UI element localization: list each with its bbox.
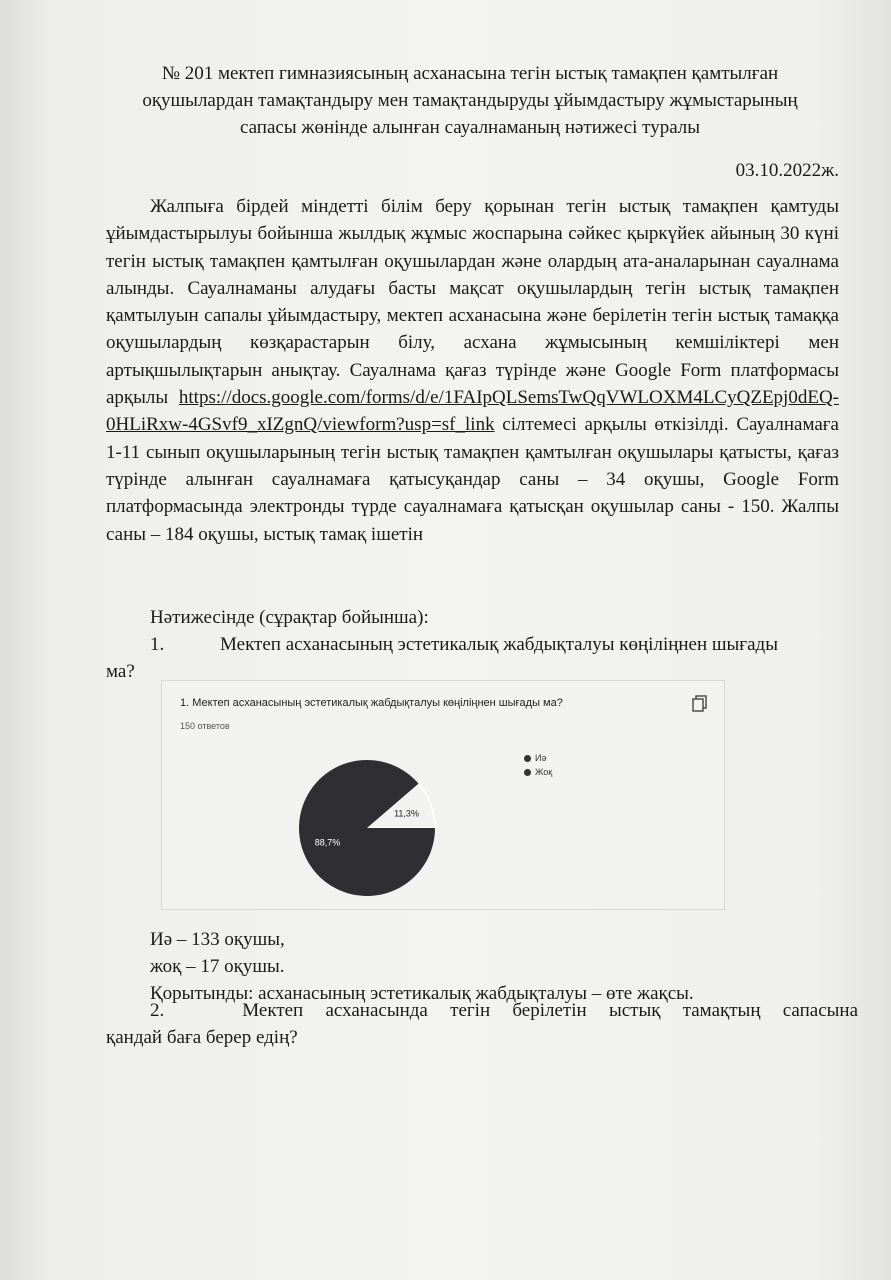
google-form-result-card	[161, 680, 725, 910]
pie-value-label: 88,7%	[314, 837, 341, 848]
answer-no: жоқ – 17 оқушы.	[150, 956, 285, 977]
chart-legend	[524, 751, 552, 779]
title-line: оқушылардан тамақтандыру мен тамақтандыруды ұйымдастыру жұмыстарының	[142, 90, 798, 111]
results-heading: Нәтижесінде (сұрақтар бойынша):	[150, 607, 429, 628]
question-number: 2.	[150, 1000, 165, 1021]
pie-slice-Иә	[299, 760, 435, 896]
conclusion: Қорытынды: асханасының эстетикалық жабдықталуы – өте жақсы.	[150, 983, 694, 1004]
question-1-answers	[150, 926, 694, 1007]
legend-item	[524, 765, 552, 779]
question-2	[106, 997, 858, 1051]
q2-word: тегін	[450, 1000, 491, 1021]
response-count: 150 ответов	[180, 721, 230, 731]
title-line: сапасы жөнінде алынған сауалнаманың нәтижесі туралы	[239, 117, 701, 138]
legend-marker	[524, 769, 531, 776]
legend-item	[524, 751, 552, 765]
q2-word: ыстық	[608, 1000, 661, 1021]
pie-value-label: 11,3%	[394, 808, 419, 819]
document-date: 03.10.2022ж.	[735, 160, 839, 181]
card-question-title: 1. Мектеп асханасының эстетикалық жабдықталуы көңіліңнен шығады ма?	[180, 697, 563, 709]
question-text-continuation: қандай баға берер едің?	[106, 1027, 298, 1048]
legend-marker	[524, 755, 531, 762]
legend-label: Жоқ	[535, 767, 553, 777]
question-2-line	[106, 997, 858, 1024]
paragraph-text-start: Жалпыға бірдей міндетті білім беру қорынан тегін ыстық тамақпен қамтуды ұйымдастырылуы бойынша жылдық жұмыс жоспарына сәйкес қыркүйек айының 30 күні тегін ыстық тамақпен қамтылған оқушылардан және олардың ата-аналарынан сауалнама алынды. Сауалнаманы алудағы басты мақсат оқушылардың тегін ыстық тамақпен қамтылуын сапалы ұйымдастыру, мектеп асханасына және берілетін тегін ыстық тамаққа оқушылардың көзқарастарын білу, асхана жұмысының кемшіліктері мен артықшылықтарын анықтау. Сауалнама қағаз түрінде және Google Form платформасы арқылы	[106, 196, 839, 409]
question-number: 1.	[150, 634, 165, 655]
intro-paragraph	[106, 193, 839, 548]
answer-yes: Иә – 133 оқушы,	[150, 929, 285, 950]
q2-word: берілетін	[512, 1000, 587, 1021]
q2-word: асханасында	[325, 1000, 428, 1021]
copy-icon[interactable]	[692, 695, 708, 713]
pie-chart	[292, 753, 442, 903]
title-line: № 201 мектеп гимназиясының асханасына тегін ыстық тамақпен қамтылған	[161, 63, 779, 84]
q2-word: Мектеп	[242, 1000, 304, 1021]
q2-word: тамақтың	[682, 1000, 761, 1021]
q2-word: сапасына	[782, 1000, 858, 1021]
paragraph-text-end: сілтемесі арқылы өткізілді. Сауалнамаға 1-11 сынып оқушыларының тегін ыстық тамақпен қамтылған оқушылары қатысты, қағаз түрінде алынған сауалнамаға қатысуқандар саны – 34 оқушы, Google Form платформасында электронды түрде сауалнамаға қатысқан оқушылар саны - 150. Жалпы саны – 184 оқушы, ыстық тамақ ішетін	[106, 414, 839, 545]
legend-label: Иә	[535, 753, 547, 763]
question-text-continuation: ма?	[106, 661, 135, 682]
question-text: Мектеп асханасының эстетикалық жабдықталуы көңіліңнен шығады	[220, 634, 778, 655]
question-1	[106, 631, 839, 685]
survey-link[interactable]: https://docs.google.com/forms/d/e/1FAIpQLSemsTwQqVWLOXM4LCyQZEpj0dEQ-0HLiRxw-4GSvf9_xIZgnQ/viewform?usp=sf_link	[106, 387, 839, 436]
document-title	[100, 60, 840, 141]
